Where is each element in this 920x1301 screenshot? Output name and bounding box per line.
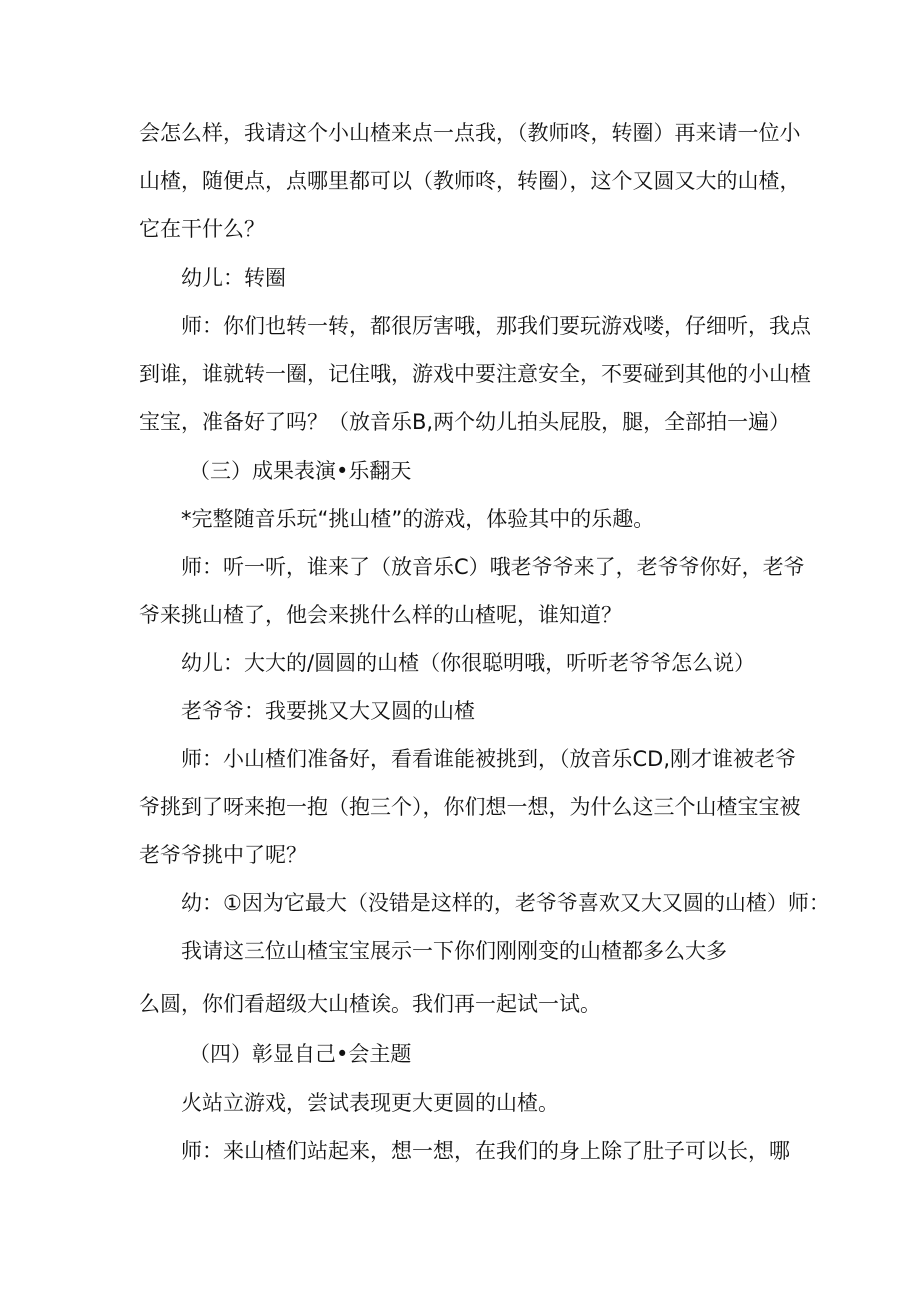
text-line: 幼：①因为它最大（没错是这样的，老爷爷喜欢又大又圆的山楂）师： <box>181 891 830 915</box>
text-line: 幼儿：转圈 <box>181 266 286 290</box>
text-line: 爷挑到了呀来抱一抱（抱三个），你们想一想，为什么这三个山楂宝宝被 <box>139 795 801 819</box>
text-line: 我请这三位山楂宝宝展示一下你们刚刚变的山楂都多么大多 <box>181 939 727 963</box>
section-heading: （四）彰显自己•会主题 <box>189 1042 412 1066</box>
text-line: 山楂，随便点，点哪里都可以（教师咚，转圈），这个又圆又大的山楂， <box>139 169 801 193</box>
text-line: 老爷爷：我要挑又大又圆的山楂 <box>181 699 475 723</box>
text-line: 爷来挑山楂了，他会来挑什么样的山楂呢，谁知道？ <box>139 603 622 627</box>
text-line: 师：听一听，谁来了（放音乐C）哦老爷爷来了，老爷爷你好，老爷 <box>181 555 805 579</box>
text-line: 宝宝，准备好了吗？（放音乐B,两个幼儿拍头屁股，腿，全部拍一遍） <box>139 410 791 434</box>
text-line: 火站立游戏，尝试表现更大更圆的山楂。 <box>181 1091 559 1115</box>
text-line: 师：来山楂们站起来，想一想，在我们的身上除了肚子可以长，哪 <box>181 1139 790 1163</box>
text-line: 到谁，谁就转一圈，记住哦，游戏中要注意安全，不要碰到其他的小山楂 <box>139 362 811 386</box>
text-line: 师：你们也转一转，都很厉害哦，那我们要玩游戏喽，仔细听，我点 <box>181 314 811 338</box>
text-line: 幼儿：大大的/圆圆的山楂（你很聪明哦，听听老爷爷怎么说） <box>181 651 756 675</box>
text-line: 老爷爷挑中了呢？ <box>139 843 307 867</box>
text-line: 么圆，你们看超级大山楂诶。我们再一起试一试。 <box>139 992 601 1016</box>
text-line: 会怎么样，我请这个小山楂来点一点我，（教师咚，转圈）再来请一位小 <box>139 121 801 145</box>
section-heading: （三）成果表演•乐翻天 <box>189 459 412 483</box>
text-line: 师：小山楂们准备好，看看谁能被挑到，（放音乐CD,刚才谁被老爷 <box>181 747 797 771</box>
text-line: 它在干什么？ <box>139 217 265 241</box>
text-line: *完整随音乐玩“挑山楂”的游戏，体验其中的乐趣。 <box>181 507 655 531</box>
